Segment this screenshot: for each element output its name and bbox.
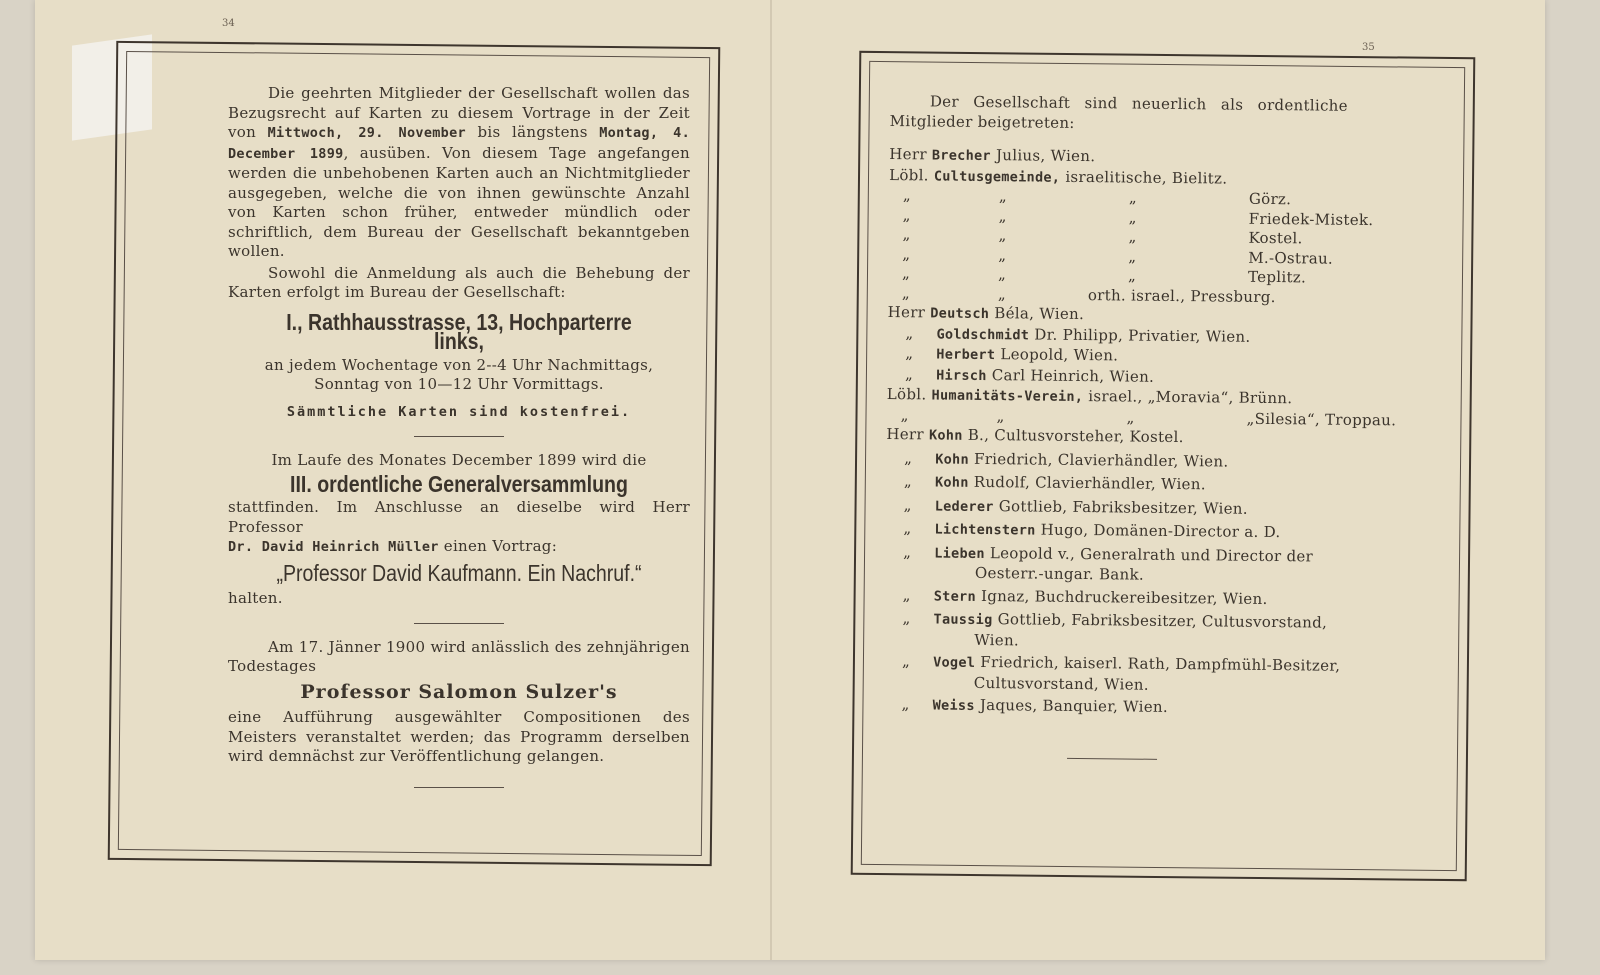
members-list <box>883 144 1397 720</box>
member-prefix: „ <box>903 542 912 561</box>
member-details-continued: Cultusvorstand, Wien. <box>973 673 1149 694</box>
paragraph-performance: eine Aufführung ausgewählter Compositionen des Meisters veranstaltet werden; das Programm derselben wird demnächst zur Veröffentlichung gelangen. <box>228 708 690 765</box>
member-prefix: Löbl. <box>889 165 929 184</box>
lecture-title: „Professor David Kaufmann. Ein Nachruf.“ <box>276 559 642 586</box>
member-entry <box>883 695 1341 720</box>
member-name: Lichtenstern <box>934 521 1036 539</box>
member-prefix: „ <box>905 323 914 342</box>
text: bis längstens <box>465 123 600 141</box>
ditto-mark: „ <box>902 264 911 283</box>
member-details-continued: Oesterr.-ungar. Bank. <box>974 563 1145 584</box>
member-details: Friedrich, Clavierhändler, Wien. <box>973 449 1229 471</box>
divider <box>414 436 504 437</box>
member-name: Weiss <box>932 697 975 714</box>
member-details: Ignaz, Buchdruckereibesitzer, Wien. <box>980 586 1268 608</box>
member-prefix: Löbl. <box>886 384 927 404</box>
ditto-mark: „ <box>1127 266 1137 285</box>
member-details: Carl Heinrich, Wien. <box>991 365 1155 386</box>
member-prefix: „ <box>901 695 910 714</box>
member-entry <box>884 609 1342 654</box>
member-prefix: „ <box>902 585 911 604</box>
member-details: Hugo, Domänen-Director a. D. <box>1040 520 1281 542</box>
member-prefix: „ <box>902 609 911 628</box>
member-name: Hirsch <box>936 366 987 384</box>
member-details: Dr. Philipp, Privatier, Wien. <box>1034 325 1251 346</box>
member-prefix: „ <box>904 448 913 467</box>
text: , ausüben. Von diesem Tage angefangen werden die unbehobenen Karten auch an Nichtmitglieder ausgegeben, welche die von ihnen gewünschte Anzahl von Karten schon früher, entweder mündlich oder schriftlich, dem Bureau der Gesellschaft bekanntgeben wollen. <box>228 143 690 260</box>
assembly-title: III. ordentliche Generalversammlung <box>290 470 628 497</box>
divider <box>414 787 504 788</box>
member-details: israel., „Moravia“, Brünn. <box>1088 387 1293 408</box>
paragraph-assembly: Im Laufe des Monates December 1899 wird die <box>271 451 647 469</box>
ditto-mark: „ <box>996 406 1005 425</box>
text: stattfinden. Im Anschlusse an dieselbe wird Herr Professor <box>228 498 690 536</box>
ditto-mark: „ <box>1128 247 1137 266</box>
member-details-continued: Wien. <box>974 630 1020 649</box>
lecture-heading <box>228 559 690 586</box>
member-entry <box>886 495 1344 520</box>
member-name: Herbert <box>936 346 996 364</box>
assembly-heading <box>228 470 690 497</box>
member-details: israelitische, Bielitz. <box>1065 167 1228 188</box>
date-start: Mittwoch, 29. November <box>267 125 466 141</box>
paragraph-sulzer: Am 17. Jänner 1900 wird anlässlich des zehnjährigen Todestages <box>228 637 690 675</box>
member-name: Stern <box>933 587 977 605</box>
member-details: Gottlieb, Fabriksbesitzer, Wien. <box>998 496 1248 518</box>
member-name: Vogel <box>933 654 976 671</box>
member-name: Kohn <box>935 450 970 468</box>
ditto-mark: „ <box>1128 188 1138 207</box>
text: Die geehrten Mitglieder der Gesellschaft wollen das Bezugsrecht auf Karten zu diesem Vortrage in der Zeit von <box>228 84 690 141</box>
member-name: Taussig <box>933 611 993 629</box>
free-notice: Sämmtliche Karten sind kostenfrei. <box>286 403 632 420</box>
ditto-mark: „ <box>998 226 1007 245</box>
ditto-mark: „ <box>998 245 1007 264</box>
member-entry <box>885 542 1343 587</box>
left-page-text <box>228 84 690 802</box>
member-details: Julius, Wien. <box>995 146 1096 166</box>
member-name: Humanitäts-Verein, <box>931 387 1084 406</box>
ditto-mark: „ <box>1126 407 1135 427</box>
ditto-mark: „ <box>1128 208 1137 227</box>
divider <box>414 623 504 624</box>
ditto-mark: „ <box>997 284 1007 303</box>
member-details: Kostel. <box>1248 228 1303 248</box>
member-details: „Silesia“, Troppau. <box>1246 409 1397 429</box>
ditto-mark: „ <box>901 283 911 302</box>
divider <box>1067 757 1157 759</box>
paragraph-lecture <box>228 498 690 558</box>
member-entry <box>884 652 1342 697</box>
ditto-mark: „ <box>998 206 1007 225</box>
members-intro: Der Gesellschaft sind neuerlich als ordentliche Mitglieder beigetreten: <box>889 92 1348 132</box>
member-details: Rudolf, Clavierhändler, Wien. <box>973 472 1206 494</box>
member-details: Friedek-Mistek. <box>1248 209 1374 229</box>
member-name: Goldschmidt <box>936 326 1030 343</box>
paragraph-registration: Sowohl die Anmeldung als auch die Behebung der Karten erfolgt im Bureau der Gesellschaft: <box>228 263 690 301</box>
halten: halten. <box>228 589 283 607</box>
page-number-left: 34 <box>222 18 235 29</box>
paragraph-subscription <box>228 84 690 262</box>
member-details: Gottlieb, Fabriksbesitzer, Cultusvorstand, <box>997 610 1328 632</box>
member-prefix: Herr <box>887 302 926 322</box>
member-name: Kohn <box>934 474 969 491</box>
member-name: Kohn <box>928 427 963 444</box>
ditto-mark: „ <box>1128 227 1137 246</box>
date-end: Montag, 4. December 1899 <box>228 125 690 162</box>
member-name: Lederer <box>934 497 994 515</box>
center-fold <box>770 0 772 960</box>
member-name: Brecher <box>931 147 991 165</box>
address: I., Rathhausstrasse, 13, Hochparterre links, <box>286 308 632 354</box>
text: einen Vortrag: <box>438 537 558 555</box>
member-prefix: Herr <box>889 144 927 164</box>
member-prefix: Herr <box>886 424 925 444</box>
member-prefix: „ <box>901 652 911 671</box>
member-details: B., Cultusvorsteher, Kostel. <box>967 425 1184 447</box>
member-name: Deutsch <box>930 305 990 323</box>
member-details: Béla, Wien. <box>994 304 1085 324</box>
ditto-mark: „ <box>902 225 911 244</box>
member-prefix: „ <box>905 344 914 363</box>
member-details: Leopold, Wien. <box>1000 345 1119 365</box>
ditto-mark: „ <box>998 187 1008 206</box>
lecturer: Dr. David Heinrich Müller <box>228 539 439 555</box>
member-details: Leopold v., Generalrath und Director der <box>989 543 1314 565</box>
member-details: Friedrich, kaiserl. Rath, Dampfmühl-Besitzer, <box>980 652 1341 675</box>
member-entry <box>886 472 1344 497</box>
member-name: Lieben <box>934 544 985 562</box>
member-prefix: „ <box>903 495 912 514</box>
member-name: Cultusgemeinde, <box>933 167 1061 186</box>
member-details: Jaques, Banquier, Wien. <box>979 695 1169 716</box>
ditto-mark: „ <box>902 205 911 224</box>
member-prefix: „ <box>904 364 914 383</box>
member-details: M.-Ostrau. <box>1248 248 1334 268</box>
page-number-right: 35 <box>1362 42 1375 53</box>
member-prefix: „ <box>903 472 913 491</box>
member-details: Görz. <box>1248 189 1292 209</box>
sulzer-heading: Professor Salomon Sulzer's <box>300 680 618 703</box>
member-entry <box>886 448 1344 473</box>
member-prefix: „ <box>903 519 912 538</box>
member-entry <box>885 585 1343 610</box>
hours-weekday: an jedem Wochentage von 2--4 Uhr Nachmittags, <box>264 355 654 374</box>
ditto-mark: „ <box>998 265 1007 284</box>
ditto-mark: „ <box>900 405 909 424</box>
ditto-mark: „ <box>902 244 911 263</box>
address-heading <box>228 308 690 354</box>
member-entry <box>885 519 1343 544</box>
member-details: orth. israel., Pressburg. <box>1087 285 1276 306</box>
ditto-mark: „ <box>902 186 912 205</box>
hours-sunday: Sonntag von 10—12 Uhr Vormittags. <box>314 375 604 393</box>
member-details: Teplitz. <box>1247 267 1307 287</box>
right-page-text <box>883 92 1397 775</box>
